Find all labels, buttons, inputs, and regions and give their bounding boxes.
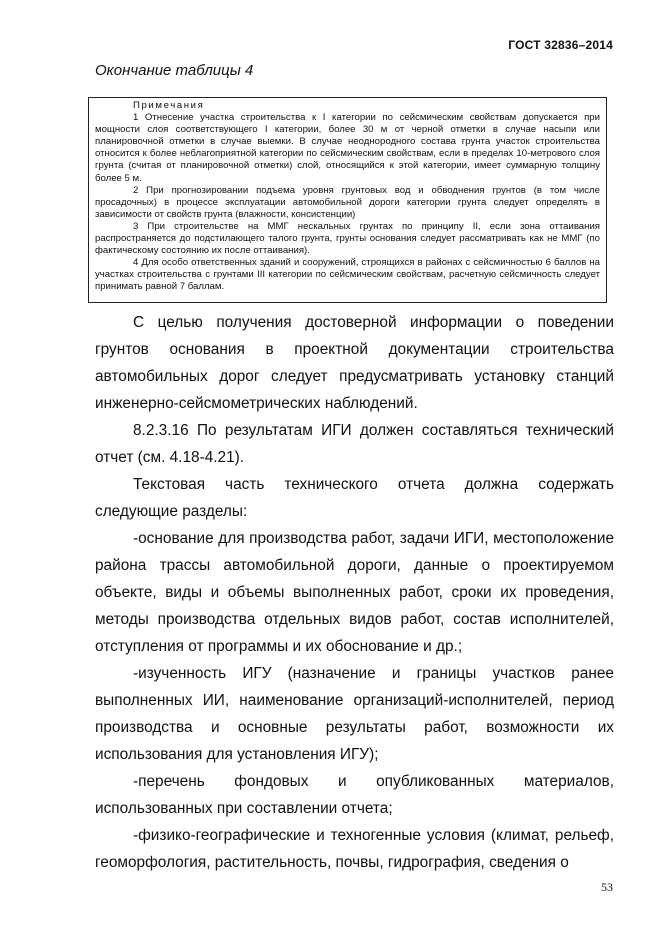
body-paragraph: -перечень фондовых и опубликованных материалов, использованных при составлении отчета; <box>95 773 614 817</box>
body-paragraph: Текстовая часть технического отчета должна содержать следующие разделы: <box>95 476 614 520</box>
note-item: 2 При прогнозировании подъема уровня грунтовых вод и обводнения грунтов (в том числе просадочных) в процессе эксплуатации автомобильной дороги категории грунта следует определять в зависимости от свойств грунта (влажности, консистенции) <box>95 184 600 220</box>
body-paragraph: -физико-географические и техногенные условия (климат, рельеф, геоморфология, растительность, почвы, гидрография, сведения о <box>95 827 614 871</box>
body-paragraph: С целью получения достоверной информации о поведении грунтов основания в проектной документации строительства автомобильных дорог следует предусматривать установку станций инженерно-сейсмометрических наблюдений. <box>95 314 614 412</box>
table-continuation-caption: Окончание таблицы 4 <box>95 62 254 79</box>
page-number: 53 <box>601 880 613 894</box>
body-paragraph: -основание для производства работ, задачи ИГИ, местоположение района трассы автомобильной дороги, данные о проектируемом объекте, виды и объемы выполненных работ, сроки их проведения, методы производства отдельных видов работ, состав исполнителей, отступления от программы и их обоснование и др.; <box>95 530 614 655</box>
notes-box <box>88 97 607 303</box>
notes-title: Примечания <box>133 100 205 111</box>
body-paragraph: -изученность ИГУ (назначение и границы участков ранее выполненных ИИ, наименование организаций-исполнителей, период производства и основные результаты работ, возможности их использования для установления ИГУ); <box>95 665 614 763</box>
body-text <box>95 309 614 876</box>
body-paragraph: 8.2.3.16 По результатам ИГИ должен составляться технический отчет (см. 4.18-4.21). <box>95 422 614 466</box>
standard-code: ГОСТ 32836–2014 <box>508 38 613 52</box>
note-item: 4 Для особо ответственных зданий и сооружений, строящихся в районах с сейсмичностью 6 баллов на участках строительства с грунтами III категории по сейсмическим свойствам, расчетную сейсмичность следует принимать равной 7 баллам. <box>95 257 600 293</box>
note-item: 1 Отнесение участка строительства к I категории по сейсмическим свойствам допускается при мощности слоя соответствующего I категории, более 30 м от черной отметки в случае насыпи или планировочной отметки в случае выемки. В случае неоднородного состава грунта участок строительства относится к более неблагоприятной категории по сейсмическим свойствам, если в пределах 10-метрового слоя грунта (считая от планировочной отметки) слой, относящийся к этой категории, имеет суммарную толщину более 5 м. <box>95 112 600 184</box>
note-item: 3 При строительстве на ММГ нескальных грунтах по принципу II, если зона оттаивания распространяется до подстилающего талого грунта, грунты основания следует рассматривать как не ММГ (по фактическому состоянию их после оттаивания). <box>95 220 600 257</box>
